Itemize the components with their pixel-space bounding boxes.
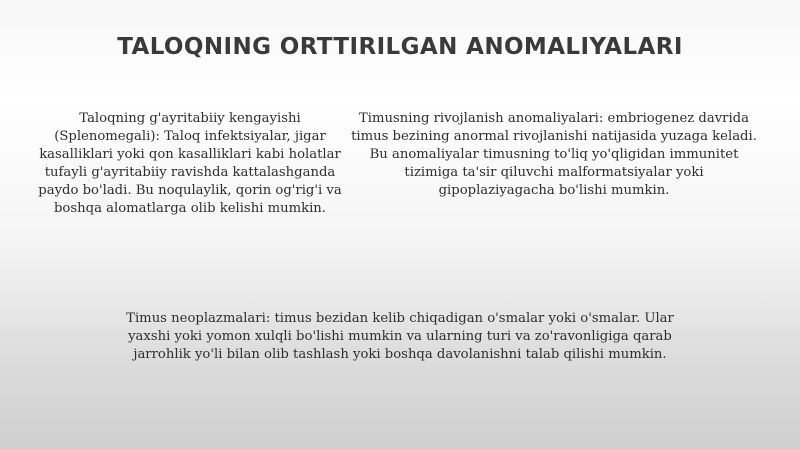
slide-title: TALOQNING ORTTIRILGAN ANOMALIYALARI: [117, 34, 683, 60]
splenomegaly-paragraph: Taloqning g'ayritabiiy kengayishi (Splenomegali): Taloq infektsiyalar, jigar kasalliklari yoki qon kasalliklari kabi holatlar tufayli g'ayritabiiy ravishda kattalashganda paydo bo'ladi. Bu noqulaylik, qorin og'rig'i va boshqa alomatlarga olib kelishi mumkin.: [38, 111, 342, 216]
thymus-development-paragraph: Timusning rivojlanish anomaliyalari: embriogenez davrida timus bezining anormal rivojlanishi natijasida yuzaga keladi. Bu anomaliyalar timusning to'liq yo'qligidan immunitet tizimiga ta'sir qiluvchi malformatsiyalar yoki gipoplaziyagacha bo'lishi mumkin.: [351, 111, 757, 198]
thymus-neoplasm-paragraph: Timus neoplazmalari: timus bezidan kelib chiqadigan o'smalar yoki o'smalar. Ular yaxshi yoki yomon xulqli bo'lishi mumkin va ularning turi va zo'ravonligiga qarab jarrohlik yo'li bilan olib tashlash yoki boshqa davolanishni talab qilishi mumkin.: [126, 311, 674, 362]
